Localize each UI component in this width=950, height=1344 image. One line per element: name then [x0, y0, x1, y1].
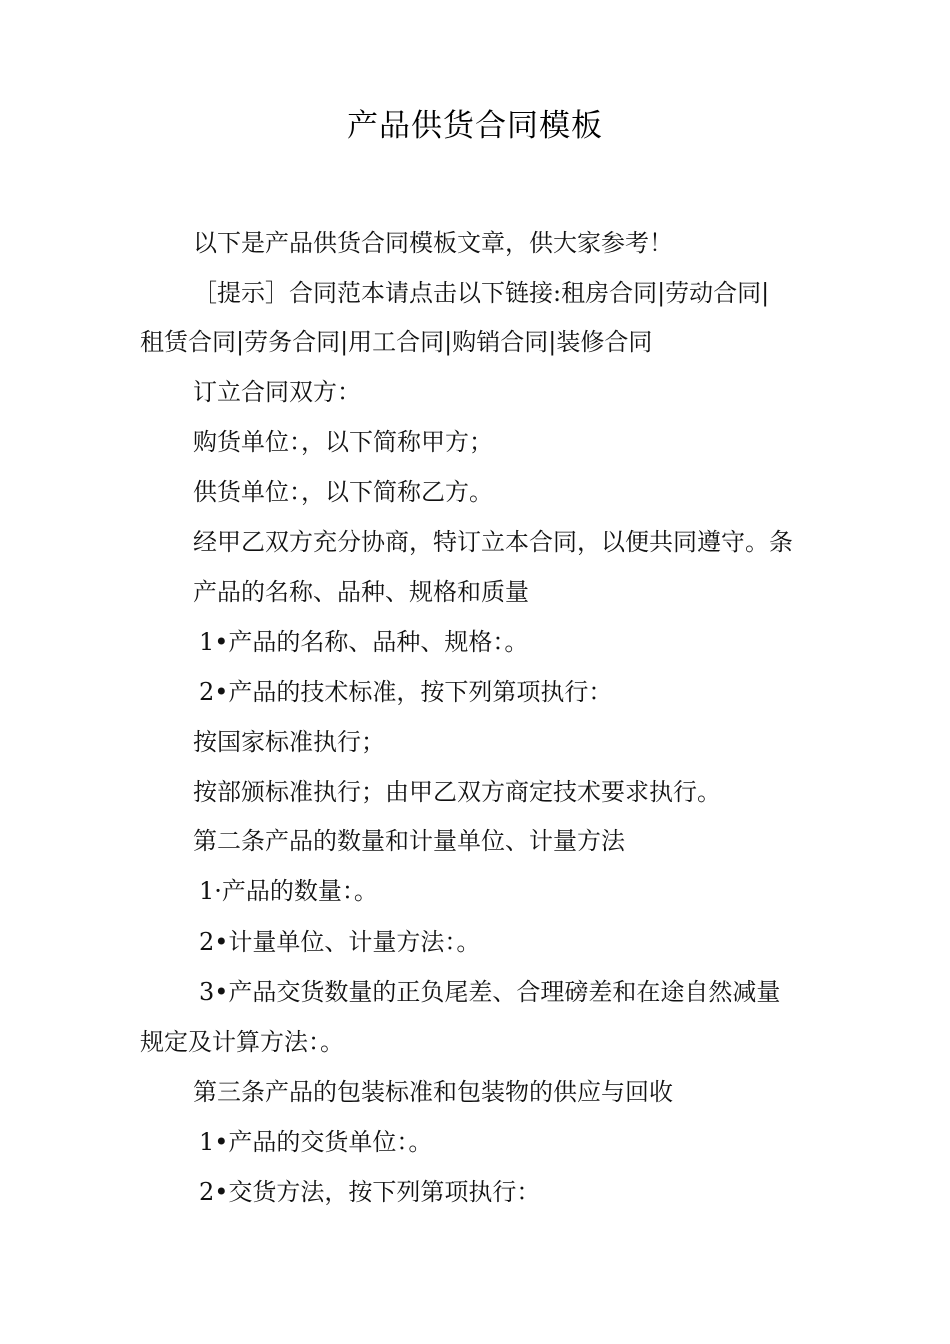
clause-continuation: 规定及计算方法：。 [140, 1028, 344, 1056]
clause-item: 2•产品的技术标准，按下列第项执行： [199, 678, 613, 706]
section-heading: 第二条产品的数量和计量单位、计量方法 [193, 827, 625, 855]
supplier-line: 供货单位：，以下简称乙方。 [193, 478, 493, 506]
clause-item: 1·产品的数量：。 [199, 877, 378, 905]
clause-item: 3•产品交货数量的正负尾差、合理磅差和在途自然减量 [199, 978, 781, 1006]
clause-item: 2•计量单位、计量方法：。 [199, 928, 481, 956]
clause-item: 2•交货方法，按下列第项执行： [199, 1178, 541, 1206]
tip-line: ［提示］合同范本请点击以下链接:租房合同|劳动合同| [193, 279, 770, 307]
document-title: 产品供货合同模板 [347, 108, 603, 144]
clause-item: 1•产品的名称、品种、规格：。 [199, 628, 529, 656]
section-heading: 第三条产品的包装标准和包装物的供应与回收 [193, 1078, 673, 1106]
intro-line: 以下是产品供货合同模板文章，供大家参考！ [193, 229, 673, 257]
clause-option: 按国家标准执行； [193, 728, 385, 756]
clause-option: 按部颁标准执行；由甲乙双方商定技术要求执行。 [193, 778, 721, 806]
parties-heading: 订立合同双方： [193, 378, 361, 406]
section-heading: 产品的名称、品种、规格和质量 [193, 578, 529, 606]
tip-links-line: 租赁合同|劳务合同|用工合同|购销合同|装修合同 [140, 328, 653, 356]
clause-item: 1•产品的交货单位：。 [199, 1128, 433, 1156]
buyer-line: 购货单位：，以下简称甲方； [193, 428, 493, 456]
agreement-line: 经甲乙双方充分协商，特订立本合同，以便共同遵守。条 [193, 528, 793, 556]
